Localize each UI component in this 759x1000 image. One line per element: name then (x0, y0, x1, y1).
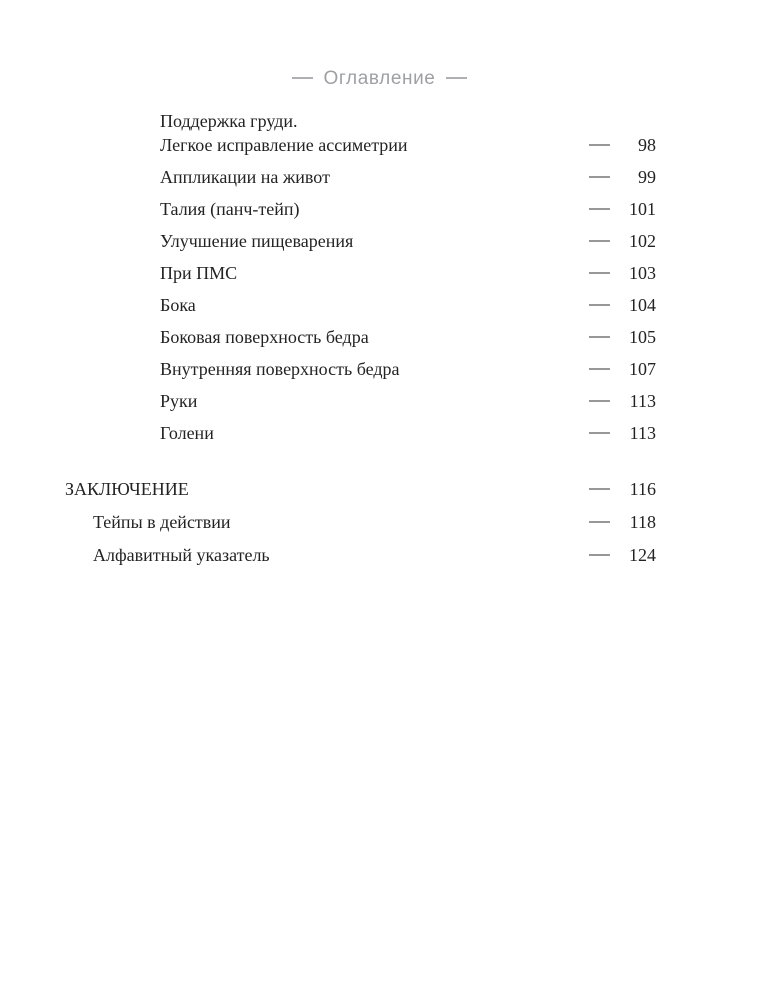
leader-dash (589, 488, 610, 495)
toc-entry[interactable] (0, 229, 759, 253)
toc-header (0, 66, 759, 92)
toc-entry-title: Боковая поверхность бедра (160, 327, 369, 347)
toc-entry-page: 107 (629, 359, 656, 379)
toc-list (0, 109, 759, 576)
toc-entry-title: Тейпы в действии (93, 512, 231, 532)
leader-dash (589, 521, 610, 528)
toc-subentry[interactable] (0, 510, 759, 534)
leader-dash (589, 336, 610, 343)
leader-dash (589, 272, 610, 279)
toc-entry[interactable] (0, 197, 759, 221)
header-dash-right-icon (446, 77, 467, 84)
toc-entry-page: 102 (629, 231, 656, 251)
toc-entry-title: Голени (160, 423, 214, 443)
toc-entry-page: 118 (629, 512, 656, 532)
toc-entry[interactable] (0, 109, 759, 133)
leader-dash (589, 304, 610, 311)
toc-entry-title: Руки (160, 391, 198, 411)
toc-entry[interactable] (0, 165, 759, 189)
toc-entry-title: Бока (160, 295, 196, 315)
toc-entry-page: 99 (638, 167, 656, 187)
toc-entry-title: При ПМС (160, 263, 238, 283)
toc-header-title: Оглавление (323, 68, 436, 89)
toc-entry[interactable] (0, 261, 759, 285)
toc-entry-title: Внутренняя поверхность бедра (160, 359, 400, 379)
toc-entry[interactable] (0, 293, 759, 317)
toc-entry-title: Улучшение пищеварения (160, 231, 354, 251)
leader-dash (589, 400, 610, 407)
leader-dash (589, 368, 610, 375)
toc-entry-title: Аппликации на живот (160, 167, 330, 187)
header-dash-left-icon (292, 77, 313, 84)
toc-entry[interactable] (0, 325, 759, 349)
toc-entry-title: Талия (панч-тейп) (160, 199, 300, 219)
toc-subentry[interactable] (0, 543, 759, 567)
toc-entry[interactable] (0, 421, 759, 445)
toc-entry[interactable] (0, 389, 759, 413)
toc-entry-title: Алфавитный указатель (93, 545, 270, 565)
leader-dash (589, 144, 610, 151)
leader-dash (589, 432, 610, 439)
toc-entry-page: 116 (629, 479, 656, 499)
toc-entry-page: 103 (629, 263, 656, 283)
toc-entry-page: 104 (629, 295, 656, 315)
leader-dash (589, 176, 610, 183)
leader-dash (589, 554, 610, 561)
toc-entry-page: 124 (629, 545, 656, 565)
toc-entry-page: 113 (629, 391, 656, 411)
toc-entry-page: 98 (638, 135, 656, 155)
toc-section-entry[interactable] (0, 477, 759, 501)
leader-dash (589, 240, 610, 247)
leader-dash (589, 208, 610, 215)
toc-entry-title: ЗАКЛЮЧЕНИЕ (65, 479, 189, 499)
toc-entry-page: 101 (629, 199, 656, 219)
toc-entry-page: 113 (629, 423, 656, 443)
toc-entry-title: Легкое исправление ассиметрии (160, 135, 408, 155)
toc-entry-page: 105 (629, 327, 656, 347)
toc-entry[interactable] (0, 357, 759, 381)
toc-entry[interactable] (0, 133, 759, 157)
toc-entry-title: Поддержка груди. (160, 111, 298, 131)
